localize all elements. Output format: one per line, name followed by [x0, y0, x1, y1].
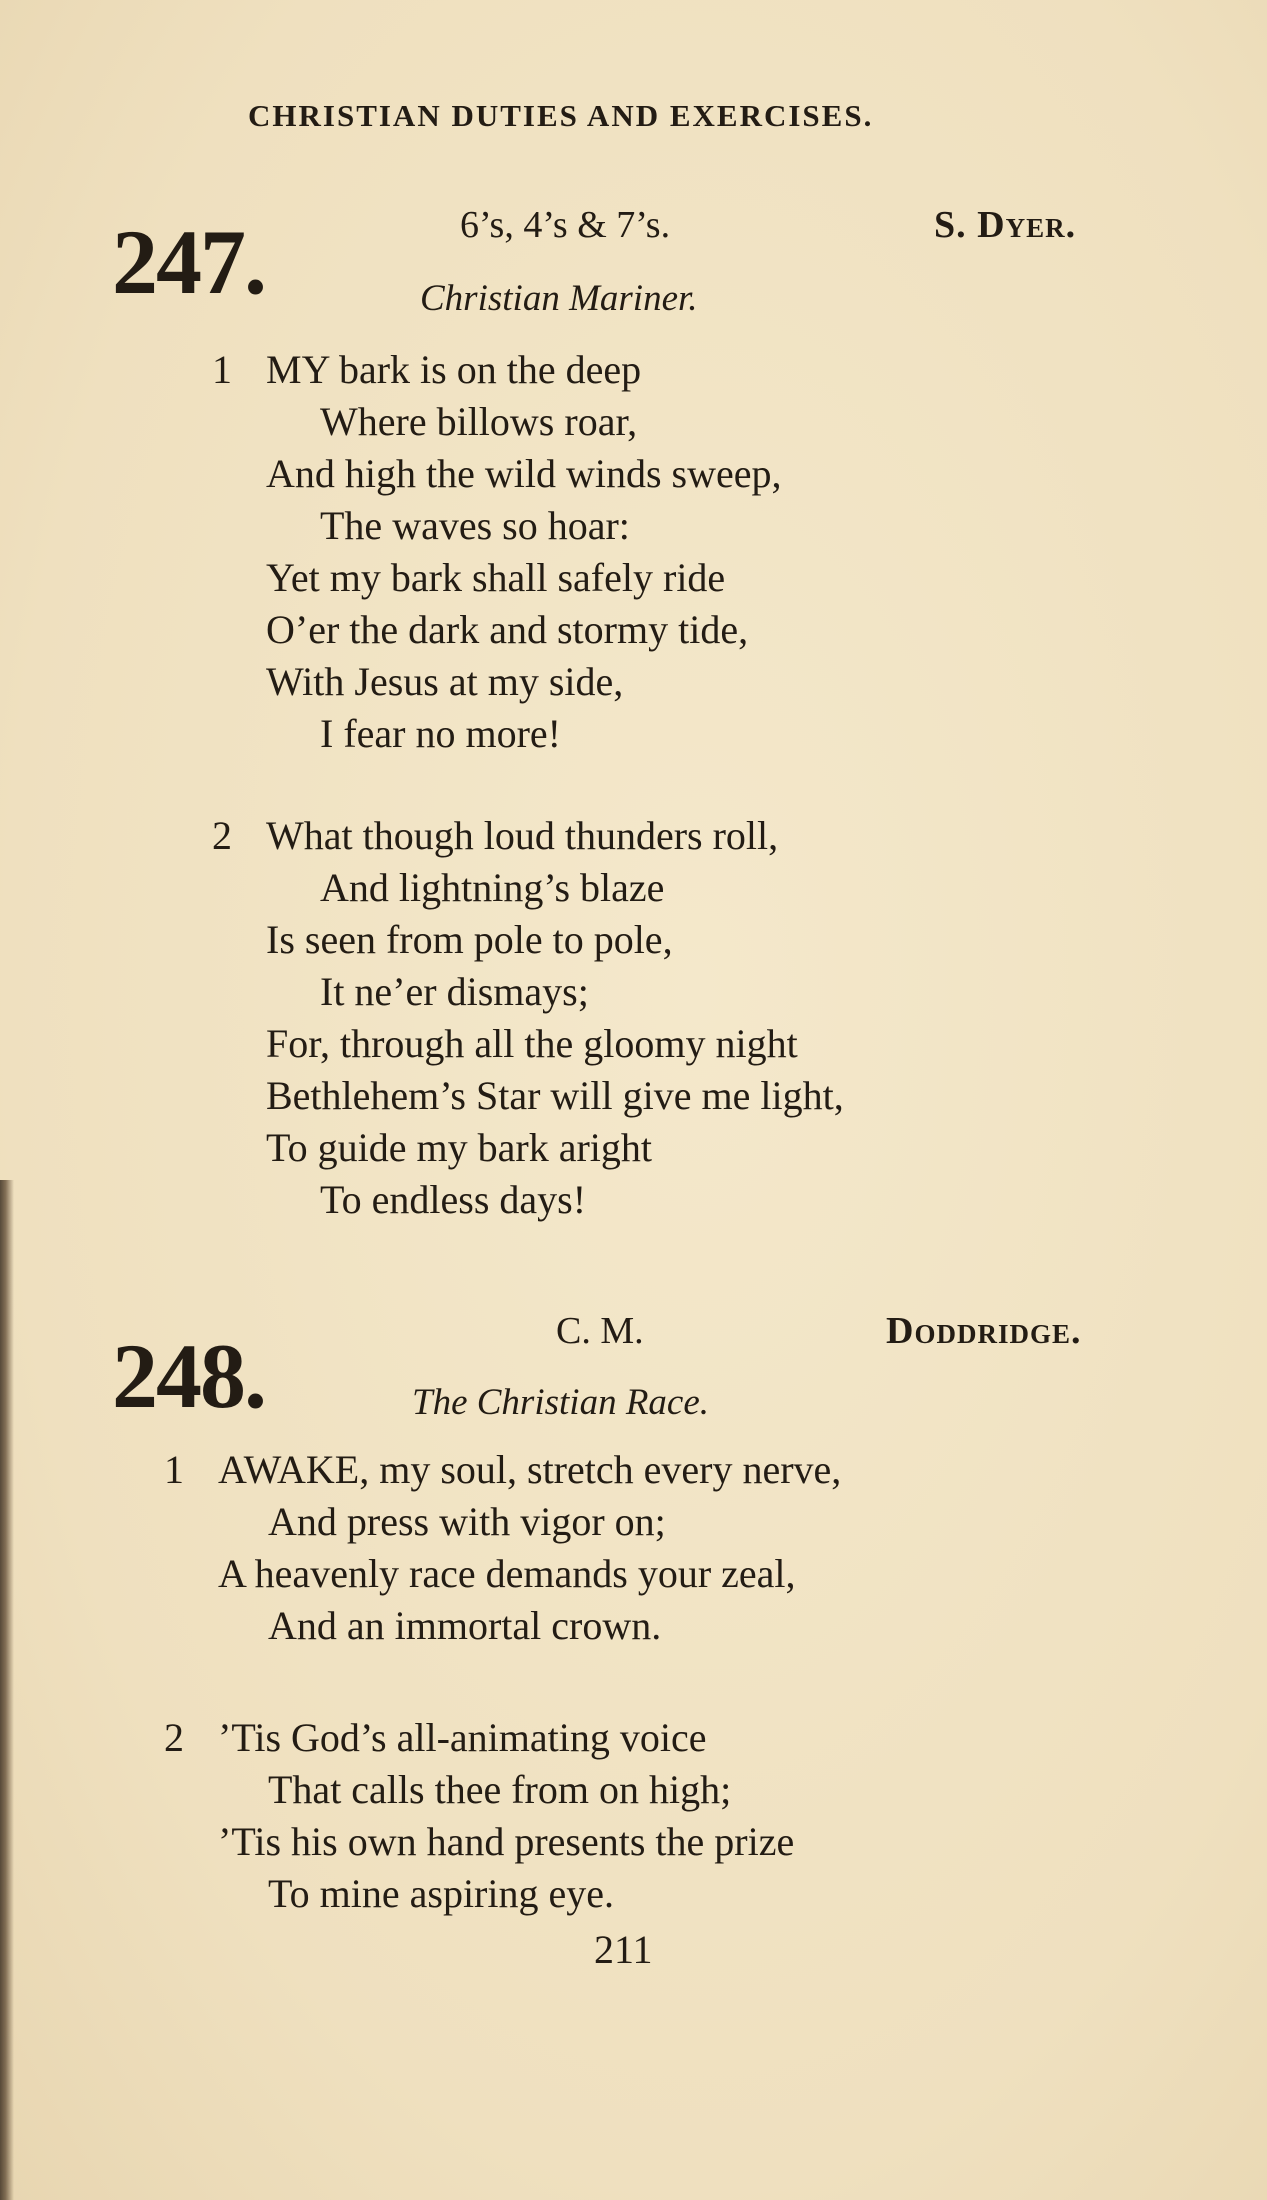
hymn-meter: C. M.	[556, 1310, 644, 1352]
hymn-number: 248.	[112, 1325, 265, 1427]
verse-number: 1	[164, 1447, 184, 1492]
verse-line: And high the wild winds sweep,	[266, 451, 782, 496]
verse-line: AWAKE, my soul, stretch every nerve,	[218, 1447, 842, 1492]
verse-line: And lightning’s blaze	[320, 865, 665, 910]
verse-line: Yet my bark shall safely ride	[266, 555, 726, 600]
page-number: 211	[594, 1927, 653, 1972]
verse-line: A heavenly race demands your zeal,	[218, 1551, 796, 1596]
verse-number: 1	[212, 347, 232, 392]
verse-line: O’er the dark and stormy tide,	[266, 607, 749, 652]
verse-line: ’Tis his own hand presents the prize	[218, 1819, 795, 1864]
verse-line: To mine aspiring eye.	[268, 1871, 614, 1916]
verse-line: That calls thee from on high;	[268, 1767, 732, 1812]
hymn-meter: 6’s, 4’s & 7’s.	[460, 204, 671, 246]
verse-line: I fear no more!	[320, 711, 561, 756]
verse-line: What though loud thunders roll,	[266, 813, 779, 858]
verse-line: Is seen from pole to pole,	[266, 917, 673, 962]
verse-line: To endless days!	[320, 1177, 587, 1222]
verse-line: Where billows roar,	[320, 399, 638, 444]
verse-line: To guide my bark aright	[266, 1125, 652, 1170]
hymn-author: Doddridge.	[886, 1310, 1082, 1352]
running-head: CHRISTIAN DUTIES AND EXERCISES.	[248, 98, 874, 133]
verse-line: And press with vigor on;	[268, 1499, 666, 1544]
hymn-title: Christian Mariner.	[420, 278, 698, 319]
verse-line: The waves so hoar:	[320, 503, 630, 548]
page-binding-edge	[0, 1180, 14, 2200]
hymn-title: The Christian Race.	[412, 1382, 710, 1423]
verse-line: With Jesus at my side,	[266, 659, 624, 704]
verse-line: It ne’er dismays;	[320, 969, 589, 1014]
hymn-author: S. Dyer.	[934, 204, 1077, 246]
verse-number: 2	[212, 813, 232, 858]
verse-line: And an immortal crown.	[268, 1603, 662, 1648]
verse-line: ’Tis God’s all-animating voice	[218, 1715, 707, 1760]
hymn-number: 247.	[112, 211, 265, 313]
verse-number: 2	[164, 1715, 184, 1760]
verse-line: MY bark is on the deep	[266, 347, 642, 392]
verse-line: Bethlehem’s Star will give me light,	[266, 1073, 844, 1118]
verse-line: For, through all the gloomy night	[266, 1021, 798, 1066]
